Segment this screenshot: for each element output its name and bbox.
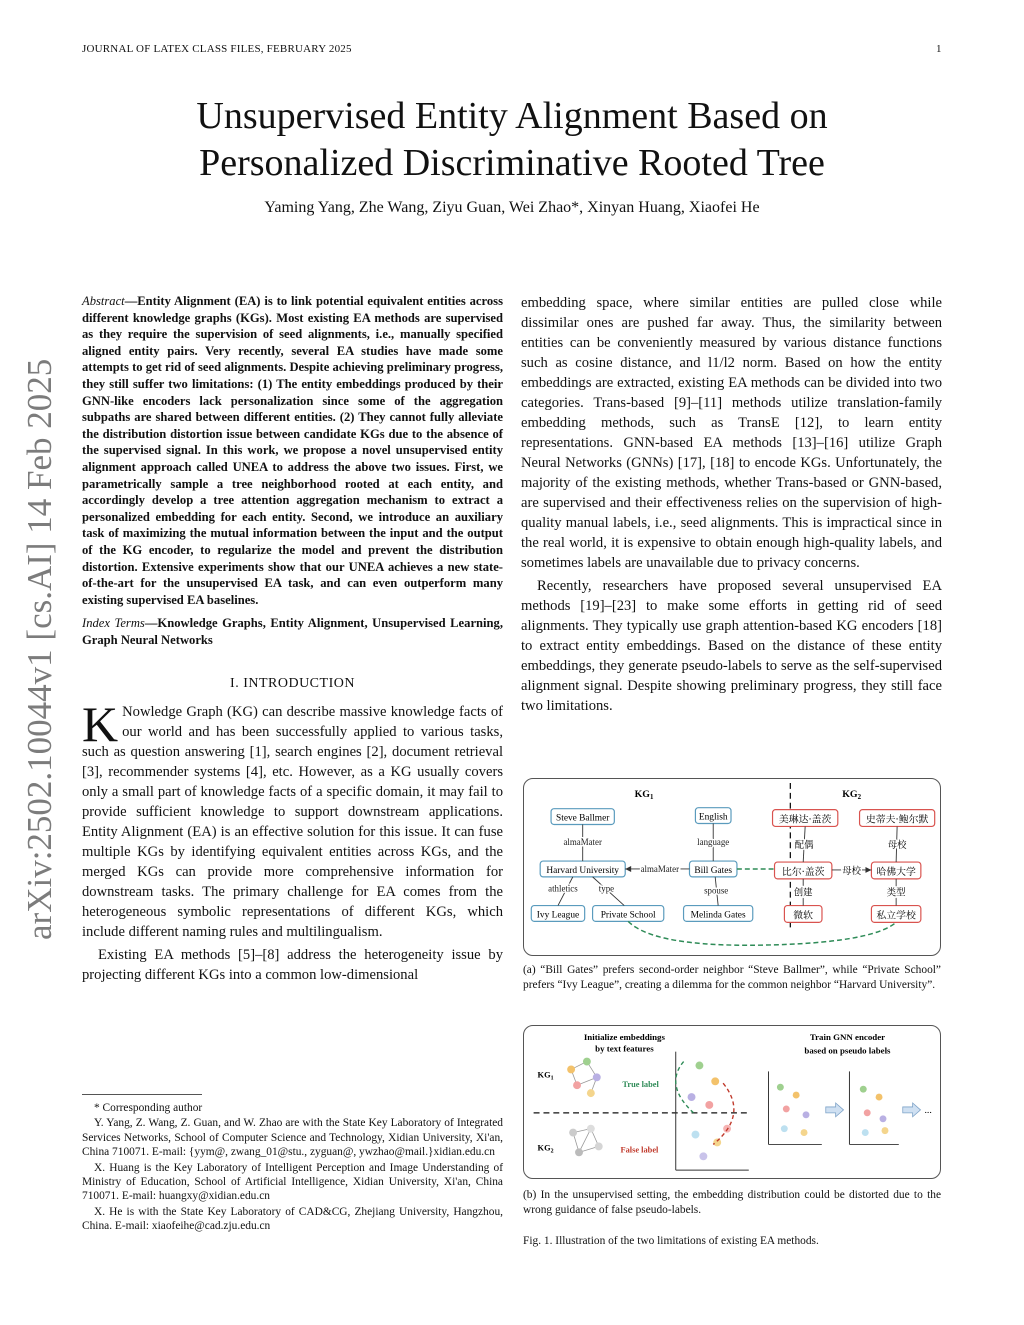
fig-b-true-link (676, 1062, 694, 1113)
intro-paragraph-4: Recently, researchers have proposed several unsupervised EA methods [19]–[23] to make some efforts in getting rid of seed alignments. They typically use graph attention-based KG encoders [18] to extract entity embeddings. Based on the distance of these entity embeddings, they generate pseudo-labels to serve as the self-supervised alignment signal. Despite showing preliminary progress, they still face two limitations. (521, 578, 942, 714)
edge-label-language: language (697, 837, 730, 848)
section-heading-introduction: I. INTRODUCTION (230, 676, 355, 692)
intro-paragraph-3: embedding space, where similar entities are pulled close while dissimilar ones are pushed far away. Thus, the similarity between entities can be conveniently measured by various distance functions such as cosine distance, and l1/l2 norm. Based on how the entity embeddings are extracted, existing EA methods can be divided into two categories. Trans-based [9]–[11] methods utilize translation-family embedding methods, such as TransE [12], to learn entity representations. GNN-based EA methods [13]–[16] utilize Graph Neural Networks (GNNs) [17], [18] to encode KGs. Unfortunately, the majority of the existing methods, whether Trans-based or GNN-based, are supervised and their effectiveness relies on the supervision of high-quality manual labels, i.e., seed alignments. This is impractical since in the real world, it is expensive to obtain enough high-quality labels, and sometimes labels are unavailable due to privacy concerns. (521, 295, 942, 571)
node-zh-steve (860, 810, 935, 827)
node-zh-private (871, 906, 920, 923)
figure-1b-caption: (b) In the unsupervised setting, the embedding distribution could be distorted due to the wrong guidance of false pseudo-labels. (523, 1189, 941, 1216)
edge-label-zh-spouse: 配偶 (794, 840, 814, 852)
svg-text:Steve Ballmer: Steve Ballmer (556, 813, 610, 824)
fig-b-false-label: False label (620, 1145, 659, 1155)
figure-1a (523, 778, 941, 956)
figure-1-caption: Fig. 1. Illustration of the two limitations of existing EA methods. (523, 1235, 819, 1247)
edge-label-almamater: almaMater (563, 837, 602, 848)
node-english (695, 808, 731, 824)
running-header: JOURNAL OF LATEX CLASS FILES, FEBRUARY 2025 (82, 43, 352, 55)
fig-b-kg2-graph (569, 1125, 603, 1157)
node-ivy-league (531, 906, 584, 922)
index-terms-text: —Knowledge Graphs, Entity Alignment, Unsupervised Learning, Graph Neural Networks (82, 616, 503, 647)
node-zh-melinda (773, 810, 838, 827)
node-zh-bill (775, 862, 832, 879)
abstract-lead: Abstract (82, 294, 125, 308)
title-line-1: Unsupervised Entity Alignment Based on (196, 95, 828, 137)
figure-1b (523, 1025, 941, 1179)
edge-label-zh-alma2: 母校 (842, 865, 862, 877)
fig-b-arrow-2 (903, 1103, 921, 1117)
edge-label-athletics: athletics (548, 883, 578, 894)
fig-b-arrow-1 (826, 1103, 844, 1117)
fig-b-scatter-step-2 (849, 1071, 898, 1144)
figure-1a-caption: (a) “Bill Gates” prefers second-order neighbor “Steve Ballmer”, while “Private School” prefers “Ivy League”, creating a dilemma for the common neighbor “Harvard University”. (523, 964, 941, 991)
edge-label-spouse: spouse (704, 885, 729, 896)
node-bill-gates (689, 861, 736, 877)
paper-title (82, 93, 942, 187)
svg-text:私立学校: 私立学校 (876, 910, 916, 922)
node-zh-microsoft (784, 906, 822, 923)
fig-b-false-link (713, 1083, 734, 1144)
author-list: Yaming Yang, Zhe Wang, Ziyu Guan, Wei Zhao*, Xinyan Huang, Xiaofei He (264, 199, 760, 216)
fig-b-title-left-2: by text features (595, 1043, 654, 1054)
svg-text:美琳达·盖茨: 美琳达·盖茨 (778, 814, 832, 826)
svg-text:哈佛大学: 哈佛大学 (876, 866, 916, 878)
svg-text:Bill Gates: Bill Gates (694, 865, 733, 876)
index-terms (82, 615, 503, 648)
kg2-label: $KG_2$ (842, 788, 862, 801)
footnote-affiliation-1: Y. Yang, Z. Wang, Z. Guan, and W. Zhao are with the State Key Laboratory of Integrated Services Networks, School of Computer Science and Technology, Xidian University, Xi'an, China 710071. E-mail: {yym@, zwang_01@stu., zyguan@, ywzhao@mail.}xidian.edu.cn (82, 1117, 503, 1159)
fig-b-kg1-label: $KG_1$ (537, 1070, 554, 1082)
fig-b-true-label: True label (622, 1080, 659, 1090)
node-zh-harvard (871, 862, 920, 879)
footnote-rule (82, 1094, 202, 1095)
intro-paragraph-1 (82, 696, 503, 942)
kg1-label: $KG_1$ (634, 788, 654, 801)
align-link-private-school (628, 921, 896, 945)
fig-b-kg2-label: $KG_2$ (537, 1143, 554, 1155)
index-terms-lead: Index Terms (82, 616, 145, 631)
edge-label-type: type (598, 883, 615, 894)
fig-b-scatter-step-1 (769, 1071, 822, 1144)
svg-text:Melinda Gates: Melinda Gates (690, 910, 746, 921)
footnote-affiliation-2: X. Huang is the Key Laboratory of Intelligent Perception and Image Understanding of Ministry of Education, School of Artificial Intelligence, Xidian University, Xi'an, China 710071. E-mail: huangxy@xidian.edu.cn (82, 1161, 503, 1203)
svg-text:Harvard University: Harvard University (546, 865, 620, 876)
arrow-head-almamater (625, 866, 631, 872)
page-number: 1 (936, 43, 942, 55)
edge-label-zh-alma: 母校 (887, 840, 907, 852)
abstract-text: —Entity Alignment (EA) is to link potential equivalent entities across different knowledge graphs (KGs). Most existing EA methods are supervised as they require the supervision of seed alignments, i.e., manually specified aligned entity pairs. Very recently, several EA studies have made some attempts to get rid of seed alignments. Despite achieving preliminary progress, they still suffer two limitations: (1) The entity embeddings produced by their GNN-like encoders lack personalization since some of the aggregation subpaths are shared between different entities. (2) They cannot fully alleviate the distribution distortion issue between candidate KGs due to the absence of the supervised signal. In this work, we propose a novel unsupervised entity alignment approach called UNEA to address the above two issues. First, we parametrically sample a tree neighborhood rooted at each entity, and accordingly develop a tree attention aggregation mechanism to extract a personalized embedding for each entity. Second, we introduce an auxiliary task of maximizing the mutual information between the input and the output of the KG encoder, to regularize the model and prevent the distribution distortion. Extensive experiments show that our UNEA achieves a new state-of-the-art for the unsupervised EA task, and can even outperform many existing supervised EA baselines. (82, 294, 503, 607)
drop-cap: K (82, 696, 119, 753)
svg-text:史蒂夫·鲍尔默: 史蒂夫·鲍尔默 (865, 814, 929, 826)
right-column (521, 293, 942, 716)
fig-b-kg1-graph (567, 1058, 601, 1097)
fig-b-scatter-initial (676, 1052, 749, 1170)
edge-label-zh-type: 类型 (886, 887, 906, 899)
title-line-2: Personalized Discriminative Rooted Tree (199, 142, 825, 184)
left-column (82, 293, 503, 985)
svg-text:English: English (698, 812, 728, 823)
edge-label-almamater-arrow: almaMater (640, 863, 680, 874)
node-harvard (540, 861, 625, 877)
arxiv-stamp: arXiv:2502.10044v1 [cs.AI] 14 Feb 2025 (20, 358, 59, 940)
fig-b-title-left-1: Initialize embeddings (583, 1031, 665, 1042)
intro-paragraph-2: Existing EA methods [5]–[8] address the heterogeneity issue by projecting different KGs into a common low-dimensional (82, 947, 503, 984)
svg-text:Private School: Private School (600, 910, 656, 921)
svg-text:比尔·盖茨: 比尔·盖茨 (781, 866, 825, 878)
footnotes (82, 1101, 503, 1235)
fig-b-title-right-1: Train GNN encoder (809, 1031, 886, 1042)
fig-b-ellipsis: ... (924, 1104, 932, 1116)
svg-text:微软: 微软 (793, 910, 814, 922)
fig-b-title-right-2: based on pseudo labels (804, 1045, 891, 1056)
arrow-head-zh-alma (865, 867, 871, 873)
figure-1b-diagram (524, 1026, 940, 1178)
intro-paragraph-1-text: Nowledge Graph (KG) can describe massive knowledge facts of our world and has been successfully applied to various tasks, such as question answering [1], search engines [2], document retrieval [3], recommender systems [4], etc. However, as a KG usually covers only a small part of knowledge facts of a specific domain, it may fail to provide sufficient knowledge to support downstream applications. Entity Alignment (EA) is an effective solution for this issue. It can fuse multiple KGs by identifying equivalent entities across KGs, and the merged KGs can provide more comprehensive information for downstream tasks. The primary challenge for EA comes from the heterogeneous symbolic representations of different KGs, which include different naming rules and multilingualism. (82, 704, 503, 941)
node-melinda-gates (684, 906, 753, 922)
node-steve-ballmer (551, 809, 614, 825)
abstract (82, 293, 503, 608)
edge-label-zh-found: 创建 (793, 887, 813, 899)
node-private-school (593, 906, 664, 922)
footnote-affiliation-3: X. He is with the State Key Laboratory of CAD&CG, Zhejiang University, Hangzhou, China. E-mail: xiaofeihe@cad.zju.edu.cn (82, 1205, 503, 1233)
svg-text:Ivy League: Ivy League (536, 910, 580, 921)
figure-1a-diagram (524, 779, 940, 955)
footnote-corresponding: * Corresponding author (94, 1102, 203, 1114)
